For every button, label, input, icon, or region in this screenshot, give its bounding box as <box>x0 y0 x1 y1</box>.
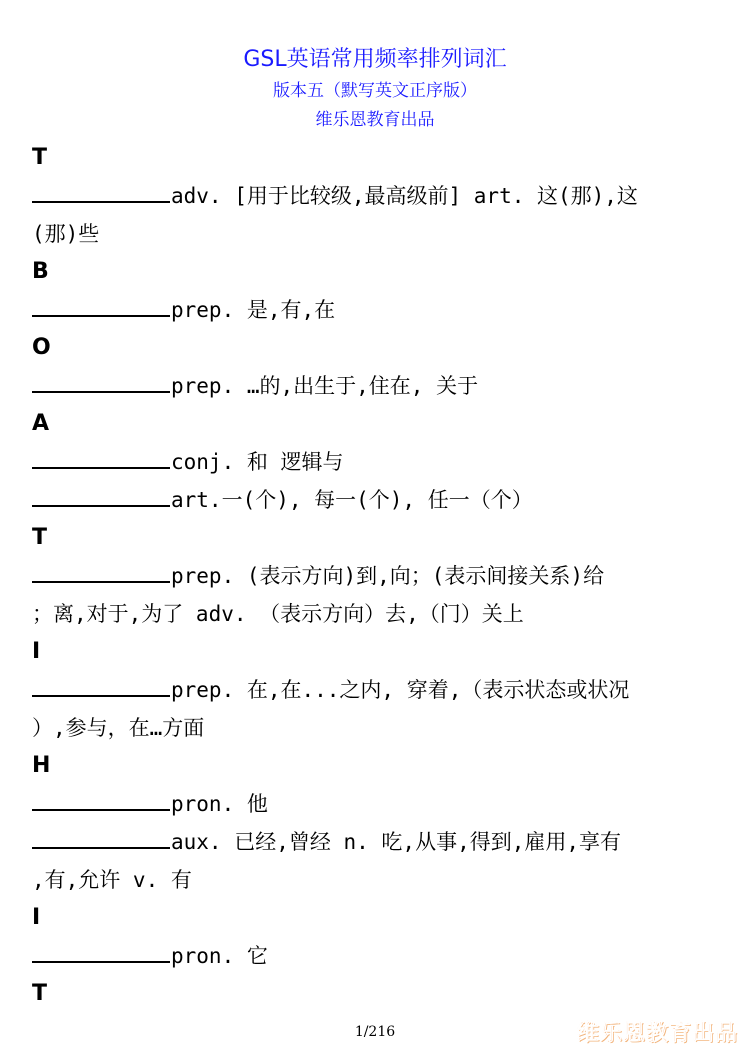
vocabulary-entry <box>32 443 722 481</box>
entry-definition: conj. 和 逻辑与 <box>171 450 344 474</box>
entry-definition: prep. (表示方向)到,向；(表示间接关系)给 <box>171 564 605 588</box>
letter-heading-text: I <box>32 905 41 930</box>
entry-continuation-text: ,有,允许 v. 有 <box>32 868 192 892</box>
vocabulary-list <box>32 139 722 1013</box>
entry-continuation <box>32 709 722 747</box>
watermark-logo: 维乐恩教育出品 <box>576 1021 738 1046</box>
answer-blank <box>32 481 170 507</box>
answer-blank <box>32 785 170 811</box>
letter-heading <box>32 519 722 557</box>
vocabulary-entry <box>32 557 722 595</box>
document-author: 维乐恩教育出品 <box>315 110 435 130</box>
answer-blank <box>32 557 170 583</box>
letter-heading <box>32 253 722 291</box>
entry-continuation <box>32 861 722 899</box>
entry-continuation-text: ）,参与，在…方面 <box>32 716 205 740</box>
entry-definition: pron. 他 <box>171 792 268 816</box>
letter-heading-text: O <box>32 335 51 360</box>
entry-continuation <box>32 215 722 253</box>
entry-definition: prep. 是,有,在 <box>171 298 336 322</box>
vocabulary-entry <box>32 785 722 823</box>
entry-continuation <box>32 595 722 633</box>
letter-heading-text: H <box>32 753 51 778</box>
vocabulary-entry <box>32 481 722 519</box>
answer-blank <box>32 671 170 697</box>
answer-blank <box>32 177 170 203</box>
letter-heading <box>32 139 722 177</box>
answer-blank <box>32 367 170 393</box>
letter-heading <box>32 633 722 671</box>
entry-definition: art.一(个), 每一(个), 任一（个） <box>171 488 533 512</box>
letter-heading-text: I <box>32 639 41 664</box>
letter-heading-text: T <box>32 145 48 170</box>
letter-heading <box>32 747 722 785</box>
vocabulary-entry <box>32 367 722 405</box>
answer-blank <box>32 823 170 849</box>
answer-blank <box>32 291 170 317</box>
entry-continuation-text: ；离,对于,为了 adv. （表示方向）去,（门）关上 <box>32 602 524 626</box>
vocabulary-entry <box>32 823 722 861</box>
letter-heading-text: B <box>32 259 49 284</box>
vocabulary-entry <box>32 671 722 709</box>
answer-blank <box>32 443 170 469</box>
vocabulary-entry <box>32 177 722 215</box>
entry-definition: prep. 在,在...之内, 穿着,（表示状态或状况 <box>171 678 630 702</box>
entry-definition: aux. 已经,曾经 n. 吃,从事,得到,雇用,享有 <box>171 830 622 854</box>
vocabulary-entry <box>32 291 722 329</box>
entry-definition: adv. [用于比较级,最高级前] art. 这(那),这 <box>171 184 638 208</box>
letter-heading-text: T <box>32 525 48 550</box>
letter-heading-text: A <box>32 411 50 436</box>
entry-continuation-text: (那)些 <box>32 222 100 246</box>
letter-heading <box>32 899 722 937</box>
letter-heading <box>32 329 722 367</box>
document-subtitle: 版本五（默写英文正序版） <box>273 81 477 101</box>
entry-definition: prep. …的,出生于,住在, 关于 <box>171 374 479 398</box>
letter-heading <box>32 405 722 443</box>
page-number: 1/216 <box>354 1024 396 1040</box>
letter-heading-text: T <box>32 981 48 1006</box>
letter-heading <box>32 975 722 1013</box>
entry-definition: pron. 它 <box>171 944 268 968</box>
vocabulary-entry <box>32 937 722 975</box>
answer-blank <box>32 937 170 963</box>
document-title: GSL英语常用频率排列词汇 <box>243 47 507 72</box>
